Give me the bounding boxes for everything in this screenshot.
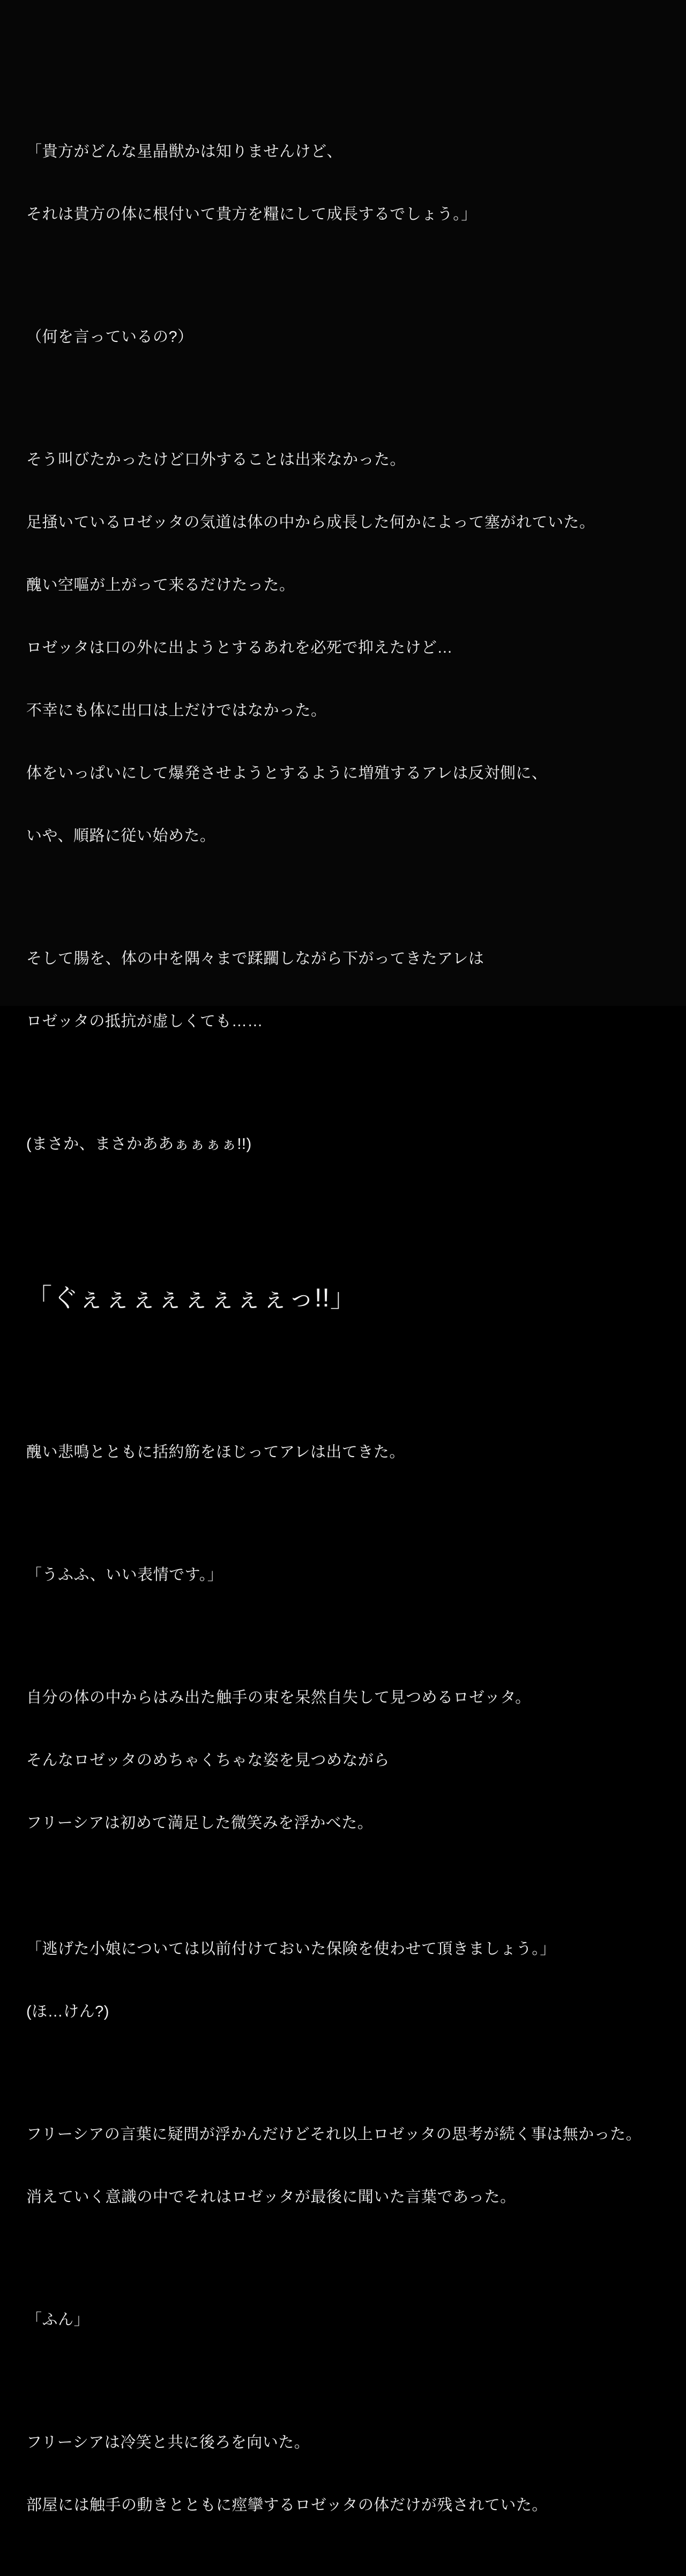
text-line: 体をいっぱいにして爆発させようとするように増殖するアレは反対側に、 (26, 765, 548, 782)
paragraph (26, 408, 667, 888)
text-line: 「ぐぇぇぇぇぇぇぇぇっ!!」 (26, 1284, 356, 1312)
text-line: 「逃げた小娘については以前付けておいた保険を使わせて頂きましょう。」 (26, 1940, 556, 1958)
text-line: 醜い空嘔が上がって来るだけたった。 (26, 577, 295, 594)
text-content (26, 100, 667, 2576)
text-line: 消えていく意識の中でそれはロゼッタが最後に聞いた言葉であった。 (26, 2189, 516, 2206)
text-line: それは貴方の体に根付いて貴方を糧にして成長するでしょう。」 (26, 206, 477, 223)
text-line: 「うふふ、いい表情です。」 (26, 1566, 223, 1584)
paragraph (26, 2268, 667, 2372)
text-line: フリーシアは初めて満足した微笑みを浮かべた。 (26, 1815, 374, 1832)
paragraph (26, 100, 667, 267)
paragraph (26, 1523, 667, 1627)
text-line: 部屋には触手の動きとともに痙攣するロゼッタの体だけが残されていた。 (26, 2497, 548, 2514)
paragraph (26, 1400, 667, 1505)
text-line: 「ふん」 (26, 2311, 90, 2328)
text-line: そして腸を、体の中を隅々まで蹂躙しながら下がってきたアレは (26, 950, 484, 967)
text-line: (まさか、まさかああぁぁぁぁ!!) (26, 1136, 252, 1153)
text-line: そう叫びたかったけど口外することは出来なかった。 (26, 451, 406, 468)
text-line: （何を言っているの?） (26, 328, 193, 346)
paragraph (26, 2082, 667, 2250)
text-line: 不幸にも体に出口は上だけではなかった。 (26, 702, 327, 719)
scream-line (26, 1218, 667, 1379)
text-line: 「貴方がどんな星晶獣かは知りませんけど、 (26, 143, 343, 160)
text-line: ロゼッタは口の外に出ようとするあれを必死で抑えたけど… (26, 639, 453, 656)
paragraph (26, 1092, 667, 1197)
text-line: ロゼッタの抵抗が虚しくても…… (26, 1013, 263, 1030)
text-line: 足掻いているロゼッタの気道は体の中から成長した何かによって塞がれていた。 (26, 514, 595, 531)
text-line: 醜い悲鳴とともに括約筋をほじってアレは出てきた。 (26, 1444, 405, 1461)
text-line: そんなロゼッタのめちゃくちゃな姿を見つめながら (26, 1752, 390, 1769)
text-line: フリーシアは冷笑と共に後ろを向いた。 (26, 2434, 310, 2451)
paragraph (26, 907, 667, 1074)
paragraph (26, 1646, 667, 1876)
paragraph (26, 2391, 667, 2558)
text-line: (ほ…けん?) (26, 2003, 109, 2020)
paragraph (26, 285, 667, 390)
text-line: いや、順路に従い始めた。 (26, 827, 216, 845)
paragraph (26, 1897, 667, 2064)
text-line: 自分の体の中からはみ出た触手の束を呆然自失して見つめるロゼッタ。 (26, 1689, 531, 1706)
text-line: フリーシアの言葉に疑問が浮かんだけどそれ以上ロゼッタの思考が続く事は無かった。 (26, 2126, 642, 2143)
